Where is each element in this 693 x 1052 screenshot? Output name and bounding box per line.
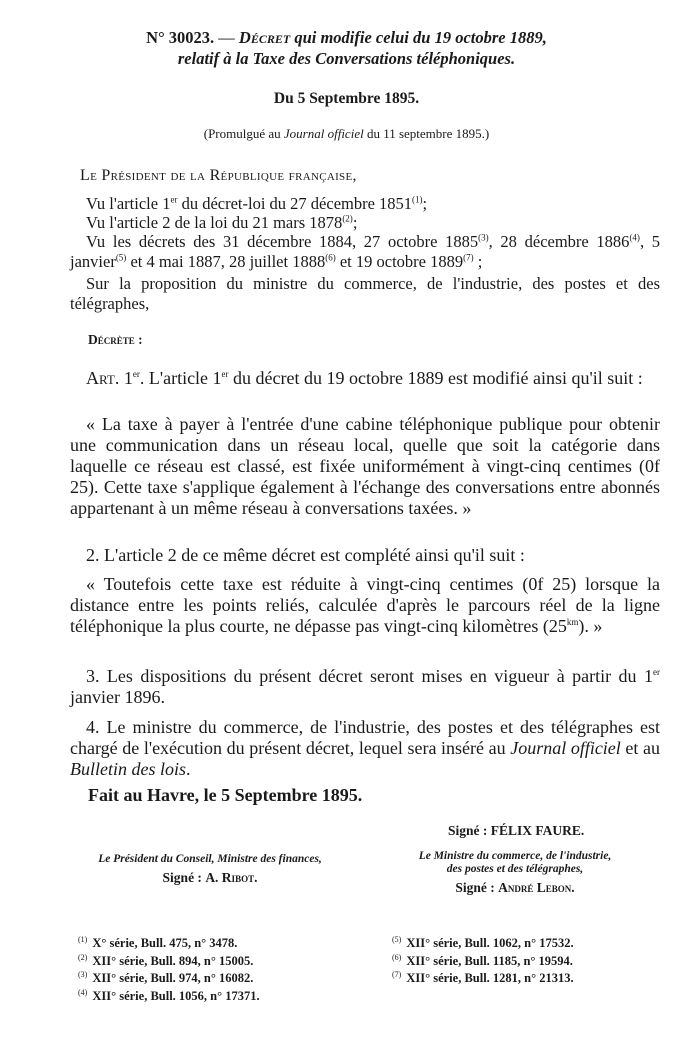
vu3-b: , 28 décembre 1886 bbox=[488, 232, 630, 251]
footnote-mark: (5) bbox=[392, 935, 402, 944]
article-3-sup: er bbox=[653, 667, 660, 677]
article-2-quote-b: ). » bbox=[578, 616, 603, 636]
footnote-mark: (2) bbox=[78, 952, 88, 962]
journal-officiel-ref: Journal officiel bbox=[510, 738, 621, 758]
footnote-text: XII° série, Bull. 894, n° 15005. bbox=[92, 953, 254, 968]
decree-title bbox=[0, 28, 693, 48]
footnote bbox=[78, 951, 260, 969]
vu1-sup: er bbox=[170, 194, 178, 205]
promulgation-note bbox=[0, 126, 693, 142]
signatory-role: Le Président du Conseil, Ministre des finances, bbox=[98, 853, 322, 865]
article-3-text-a: Les dispositions du présent décret seront mises en vigueur à partir du 1 bbox=[99, 666, 653, 686]
article-1-intro-b: du décret du 19 octobre 1889 est modifié ainsi qu'il suit : bbox=[228, 368, 643, 388]
vu3-a: Vu les décrets des 31 décembre 1884, 27 octobre 1885 bbox=[86, 232, 479, 251]
signatory-role-line-1: Le Ministre du commerce, de l'industrie, bbox=[418, 850, 612, 862]
footnote-mark: (6) bbox=[392, 952, 402, 962]
president-heading: Le Président de la République française, bbox=[80, 167, 357, 184]
vu-clause-3 bbox=[70, 232, 660, 271]
footnote bbox=[78, 986, 260, 1004]
article-2-quote bbox=[70, 574, 660, 637]
footnote-text: XII° série, Bull. 1062, n° 17532. bbox=[406, 936, 574, 951]
footnote-ref-2: (2) bbox=[342, 213, 353, 224]
vu1-text: Vu l'article 1 bbox=[86, 194, 171, 213]
article-1-intro bbox=[70, 368, 660, 389]
footnote-ref-4: (4) bbox=[629, 232, 640, 243]
footnote-text: X° série, Bull. 475, n° 3478. bbox=[92, 936, 238, 951]
signatory-name: A. Ribot. bbox=[205, 870, 258, 885]
footnotes-left bbox=[78, 933, 260, 1004]
article-1-quote: « La taxe à payer à l'entrée d'une cabine téléphonique publique pour obtenir une communication dans un réseau local, quelle que soit la catégorie dans laquelle ce réseau est classé, est fixée uniformément à vingt-cinq centimes (0f 25). Cette taxe s'applique également à l'échange des conversations entre abonnés appartenant à un même réseau à conversations taxées. » bbox=[70, 414, 660, 518]
promulgation-pre: (Promulgué au bbox=[203, 126, 284, 141]
vu1-rest: du décret-loi du 27 décembre 1851 bbox=[177, 194, 413, 213]
article-4-text-a: Le ministre du commerce, de l'industrie, des postes et des télégraphes est chargé de l'exécution du présent décret, lequel sera inséré au bbox=[70, 717, 660, 758]
signatory-name-line bbox=[370, 880, 660, 896]
footnote-ref-5: (5) bbox=[115, 252, 127, 262]
article-2-quote-a: « Toutefois cette taxe est réduite à vingt-cinq centimes (0f 25) lorsque la distance entre les points reliés, calculée d'après le parcours réel de la ligne téléphonique la plus courte, ne dépasse pas vingt-cinq kilomètres (25 bbox=[70, 574, 660, 636]
footnote-text: XII° série, Bull. 1185, n° 19594. bbox=[406, 953, 573, 968]
vu3-end: ; bbox=[473, 251, 483, 271]
article-1-intro-a: . L'article 1 bbox=[139, 368, 222, 388]
footnote-text: XII° série, Bull. 1056, n° 17371. bbox=[92, 989, 260, 1004]
promulgation-post: du 11 septembre 1895.) bbox=[363, 126, 490, 141]
proposal-clause: Sur la proposition du ministre du commerce, de l'industrie, des postes et des télégraphes, bbox=[70, 274, 660, 313]
article-2-quote-sup: km bbox=[566, 617, 579, 627]
decree-date: Du 5 Septembre 1895. bbox=[273, 90, 420, 107]
footnote-ref-1: (1) bbox=[412, 194, 423, 205]
footnote bbox=[392, 951, 574, 969]
vu3-e: et 19 octobre 1889 bbox=[335, 251, 464, 271]
title-rest: qui modifie celui du 19 octobre 1889, bbox=[290, 28, 547, 47]
decrete-heading: Décrète : bbox=[88, 332, 143, 347]
article-1-intro-sup: er bbox=[221, 369, 229, 379]
place-and-date: Fait au Havre, le 5 Septembre 1895. bbox=[88, 785, 363, 805]
vu3-d: et 4 mai 1887, 28 juillet 1888 bbox=[126, 251, 326, 271]
footnote bbox=[78, 933, 260, 951]
article-3-label: 3. bbox=[86, 666, 100, 686]
footnote-mark: (4) bbox=[78, 987, 88, 997]
signatory-role-line-2: des postes et des télégraphes, bbox=[446, 863, 584, 875]
article-2-intro bbox=[70, 545, 660, 566]
footnote-ref-6: (6) bbox=[325, 252, 336, 262]
signed-label: Signé : bbox=[162, 870, 206, 885]
vu-clause-1 bbox=[70, 194, 660, 214]
article-4-mid: et au bbox=[620, 738, 660, 758]
footnote bbox=[392, 968, 574, 986]
vu2-end: ; bbox=[352, 213, 358, 232]
footnote-text: XII° série, Bull. 1281, n° 21313. bbox=[406, 971, 574, 986]
footnote-ref-3: (3) bbox=[478, 232, 489, 243]
journal-officiel-ref: Journal officiel bbox=[283, 126, 364, 141]
article-3 bbox=[70, 666, 660, 708]
decree-subtitle: relatif à la Taxe des Conversations téléphoniques. bbox=[177, 49, 516, 68]
article-2-intro-text: L'article 2 de ce même décret est complété ainsi qu'il suit : bbox=[99, 545, 525, 565]
signatory-name-line bbox=[60, 870, 360, 886]
footnote-mark: (3) bbox=[78, 970, 88, 980]
article-1-label: Art. 1 bbox=[86, 368, 133, 388]
signatory-name: André Lebon. bbox=[498, 880, 575, 895]
decree-word: Décret bbox=[238, 28, 291, 47]
decree-number: N° 30023. bbox=[146, 28, 215, 47]
article-4-end: . bbox=[186, 759, 191, 779]
footnote-text: XII° série, Bull. 974, n° 16082. bbox=[92, 971, 254, 986]
vu2-text: Vu l'article 2 de la loi du 21 mars 1878 bbox=[86, 213, 343, 232]
signed-label: Signé : bbox=[455, 880, 499, 895]
footnote-ref-7: (7) bbox=[463, 252, 474, 262]
article-3-text-b: janvier 1896. bbox=[70, 687, 165, 707]
article-1-label-sup: er bbox=[132, 369, 140, 379]
article-2-label: 2. bbox=[86, 545, 100, 565]
footnote bbox=[392, 933, 574, 951]
bulletin-des-lois-ref: Bulletin des lois bbox=[70, 759, 186, 779]
president-signature: Signé : FÉLIX FAURE. bbox=[448, 823, 585, 838]
footnotes-right bbox=[392, 933, 574, 986]
vu3-c: , 5 janvier bbox=[70, 232, 660, 271]
footnote-mark: (1) bbox=[78, 935, 88, 944]
vu-clause-2 bbox=[70, 213, 660, 233]
vu1-end: ; bbox=[422, 194, 428, 213]
article-4-label: 4. bbox=[86, 717, 100, 737]
title-dash: — bbox=[214, 28, 239, 47]
article-4 bbox=[70, 717, 660, 780]
signatory-ribot bbox=[60, 853, 360, 886]
signatory-lebon bbox=[370, 850, 660, 896]
footnote-mark: (7) bbox=[392, 970, 402, 980]
footnote bbox=[78, 968, 260, 986]
